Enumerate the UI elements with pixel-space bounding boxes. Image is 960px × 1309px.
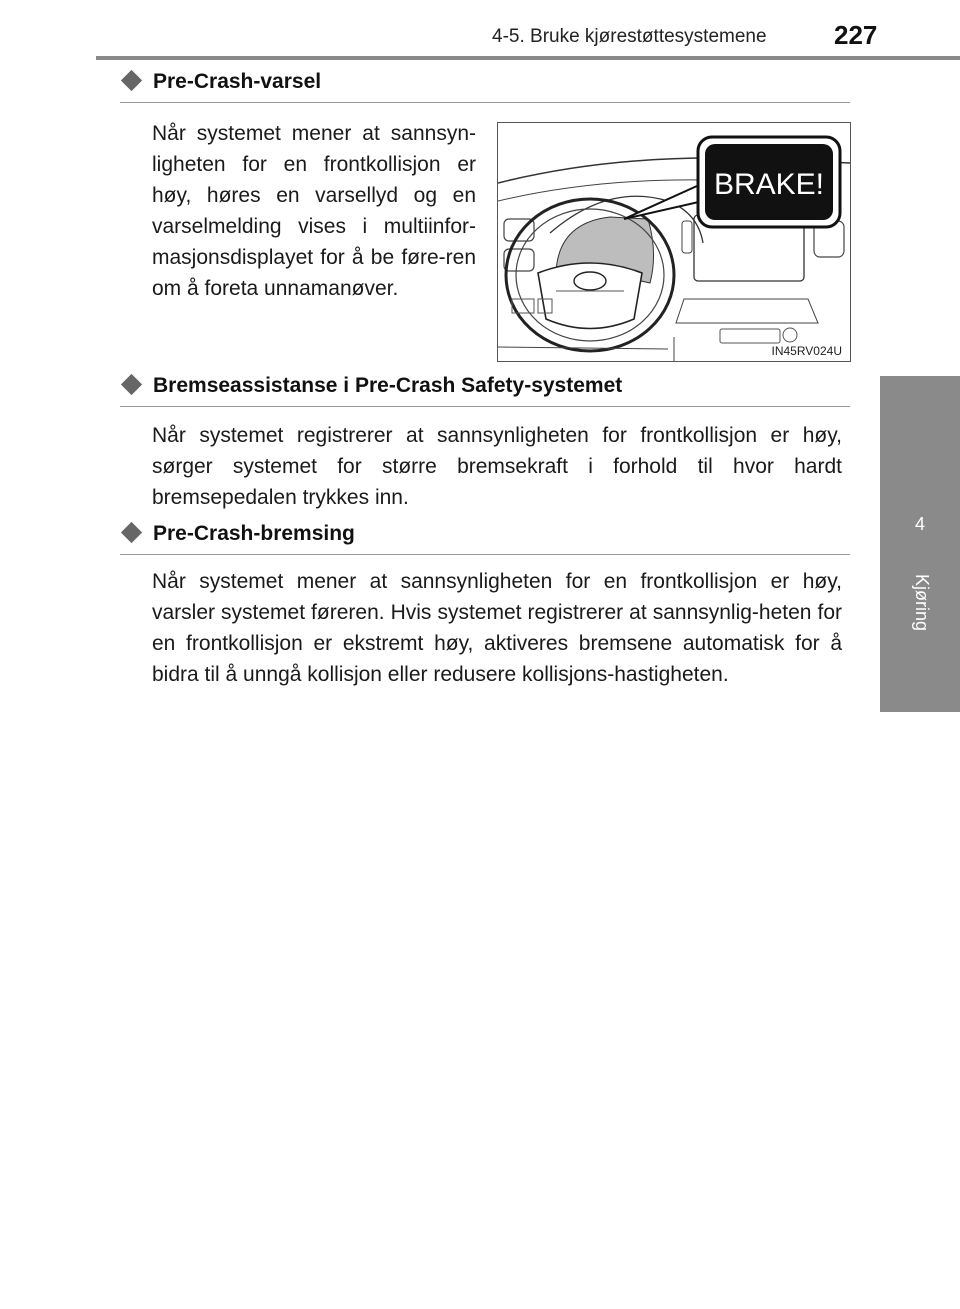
section-heading-text: Pre-Crash-bremsing — [153, 522, 355, 545]
section-body-bremseassistanse: Når systemet registrerer at sannsynligheten for frontkollisjon er høy, sørger systemet for større bremsekraft i forhold til hvor hardt bremsepedalen trykkes inn. — [152, 424, 842, 509]
header-rule — [96, 56, 960, 60]
dashboard-illustration — [497, 122, 851, 362]
section-heading-pre-crash-bremsing — [120, 522, 850, 555]
page-number: 227 — [834, 20, 878, 50]
section-body-pre-crash-varsel: Når systemet mener at sannsyn-ligheten for en frontkollisjon er høy, høres en varsellyd og en varselmelding vises i multiinfor-masjonsdisplayet for å be føre-ren om å foreta unnamanøver. — [152, 122, 476, 300]
dashboard-drawing — [498, 123, 850, 361]
diamond-bullet-icon — [121, 522, 142, 543]
diamond-bullet-icon — [121, 374, 142, 395]
diamond-bullet-icon — [121, 70, 142, 91]
chapter-label: Kjøring — [912, 574, 932, 632]
section-heading-text: Bremseassistanse i Pre-Crash Safety-systemet — [153, 374, 623, 397]
figure-code: IN45RV024U — [771, 344, 842, 358]
running-header: 4-5. Bruke kjørestøttesystemene — [492, 26, 767, 47]
chapter-tab — [880, 376, 960, 712]
chapter-number: 4 — [914, 514, 925, 534]
section-heading-pre-crash-varsel — [120, 70, 850, 103]
section-heading-bremseassistanse — [120, 374, 850, 407]
section-heading-text: Pre-Crash-varsel — [153, 70, 322, 93]
brake-warning-message: BRAKE! — [713, 168, 825, 201]
section-body-pre-crash-bremsing: Når systemet mener at sannsynligheten for en frontkollisjon er høy, varsler systemet føreren. Hvis systemet registrerer at sannsynlig-heten for en frontkollisjon er ekstremt høy, aktiveres bremsene automatisk for å bidra til å unngå kollisjon eller redusere kollisjons-hastigheten. — [152, 570, 842, 686]
